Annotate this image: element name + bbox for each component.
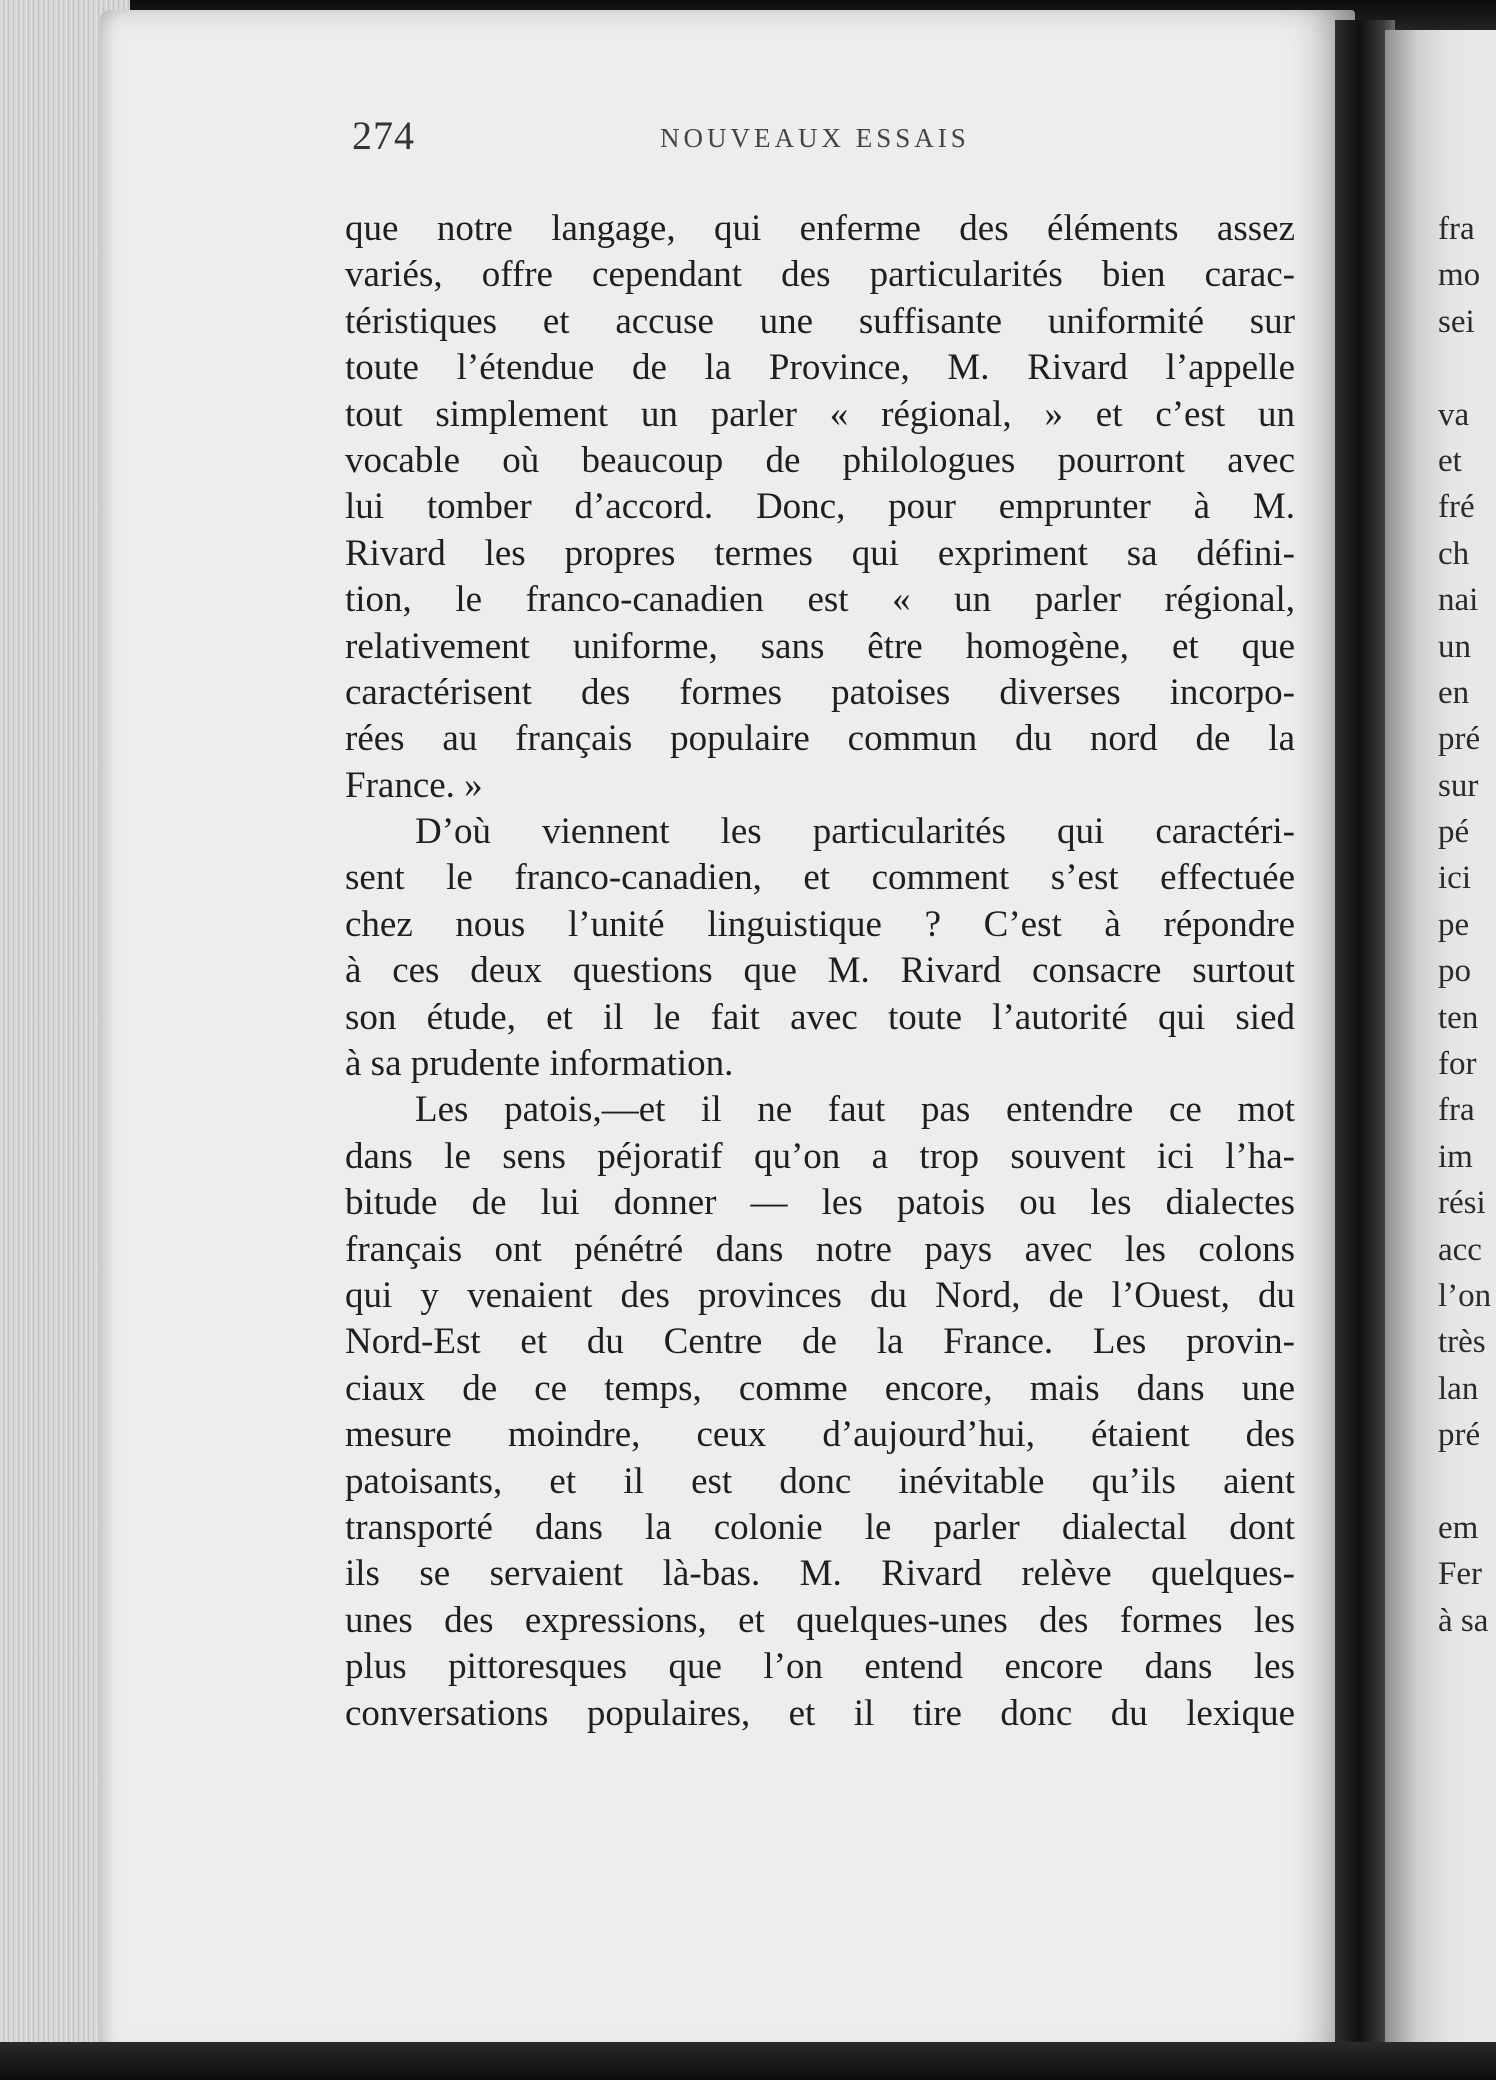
right-page-fragment: ici	[1438, 860, 1471, 897]
right-page-fragment: rési	[1438, 1185, 1486, 1222]
text-line: patoisants, et il est donc inévitable qu’ils aient	[345, 1460, 1295, 1502]
text-line: lui tomber d’accord. Donc, pour emprunter à M.	[345, 486, 1295, 528]
text-line: à ces deux questions que M. Rivard consacre surtout	[345, 950, 1295, 992]
right-page-fragment: très	[1438, 1324, 1486, 1361]
running-head: NOUVEAUX ESSAIS	[660, 123, 970, 153]
text-line: toute l’étendue de la Province, M. Rivard l’appelle	[345, 347, 1295, 389]
text-line: téristiques et accuse une suffisante uniformité sur	[345, 300, 1295, 342]
text-line: que notre langage, qui enferme des éléments assez	[345, 208, 1295, 249]
right-page-fragment: fré	[1438, 489, 1475, 526]
text-line: bitude de lui donner — les patois ou les dialectes	[345, 1182, 1295, 1224]
text-line: dans le sens péjoratif qu’on a trop souvent ici l’ha-	[345, 1135, 1295, 1177]
text-line: Les patois,—et il ne faut pas entendre ce mot	[415, 1089, 1295, 1131]
text-line: tion, le franco-canadien est « un parler régional,	[345, 579, 1295, 621]
text-line: vocable où beaucoup de philologues pourront avec	[345, 439, 1295, 481]
text-line: rées au français populaire commun du nord de la	[345, 718, 1295, 760]
scan-background-bottom	[0, 2042, 1496, 2080]
right-page-fragment: po	[1438, 953, 1471, 990]
right-page-fragment: for	[1438, 1046, 1477, 1083]
right-page-fragment: ten	[1438, 999, 1479, 1036]
right-page-fragment: nai	[1438, 582, 1479, 619]
text-line: sent le franco-canadien, et comment s’est effectuée	[345, 857, 1295, 899]
right-page-fragment: lan	[1438, 1370, 1479, 1407]
text-line: France. »	[345, 764, 483, 806]
right-page-fragment: sur	[1438, 767, 1479, 804]
right-page-fragment: mo	[1438, 257, 1481, 294]
right-page-fragment: em	[1438, 1509, 1479, 1546]
text-line: mesure moindre, ceux d’aujourd’hui, étaient des	[345, 1414, 1295, 1456]
text-line: plus pittoresques que l’on entend encore dans les	[345, 1646, 1295, 1688]
text-line: caractérisent des formes patoises diverses incorpo-	[345, 671, 1295, 713]
page-number: 274	[352, 113, 415, 158]
right-page-fragment	[1438, 345, 1496, 391]
text-line: unes des expressions, et quelques-unes des formes les	[345, 1599, 1295, 1641]
text-line: tout simplement un parler « régional, » et c’est un	[345, 393, 1295, 435]
text-line: Rivard les propres termes qui expriment sa défini-	[345, 532, 1295, 574]
right-page-fragment: un	[1438, 628, 1471, 665]
right-page-fragment	[1438, 1459, 1496, 1505]
right-page-text	[1438, 206, 1496, 1644]
right-page-fragment: va	[1438, 396, 1470, 433]
right-page-fragment: fra	[1438, 211, 1475, 247]
right-page-fragment: im	[1438, 1138, 1473, 1175]
right-page-fragment: et	[1438, 442, 1462, 479]
right-page-fragment: pré	[1438, 1417, 1481, 1454]
right-page-fragment: sei	[1438, 303, 1475, 340]
text-line: Nord-Est et du Centre de la France. Les provin-	[345, 1321, 1295, 1363]
right-page-fragment: ch	[1438, 535, 1470, 572]
text-line: relativement uniforme, sans être homogène, et que	[345, 625, 1295, 667]
right-page-fragment: à sa	[1438, 1602, 1489, 1639]
text-line: conversations populaires, et il tire donc du lexique	[345, 1692, 1295, 1734]
text-line: français ont pénétré dans notre pays avec les colons	[345, 1228, 1295, 1270]
text-line: ciaux de ce temps, comme encore, mais dans une	[345, 1367, 1295, 1409]
text-line: D’où viennent les particularités qui caractéri-	[415, 811, 1295, 853]
text-line: chez nous l’unité linguistique ? C’est à répondre	[345, 903, 1295, 945]
right-page-fragment: pé	[1438, 814, 1470, 851]
right-page-fragment: pré	[1438, 721, 1481, 758]
text-line: son étude, et il le fait avec toute l’autorité qui sied	[345, 996, 1295, 1038]
body-text	[345, 206, 1295, 1737]
right-page-fragment: Fer	[1438, 1556, 1482, 1593]
text-line: ils se servaient là-bas. M. Rivard relève quelques-	[345, 1553, 1295, 1595]
right-page-fragment: en	[1438, 674, 1470, 711]
text-line: transporté dans la colonie le parler dialectal dont	[345, 1506, 1295, 1548]
right-page-fragment: acc	[1438, 1231, 1482, 1268]
text-line: à sa prudente information.	[345, 1043, 734, 1085]
right-page-fragment: fra	[1438, 1092, 1475, 1129]
right-page-fragment: pe	[1438, 906, 1470, 943]
right-page-fragment: l’on	[1438, 1277, 1492, 1314]
text-line: variés, offre cependant des particularités bien carac-	[345, 254, 1295, 296]
text-line: qui y venaient des provinces du Nord, de l’Ouest, du	[345, 1274, 1295, 1316]
